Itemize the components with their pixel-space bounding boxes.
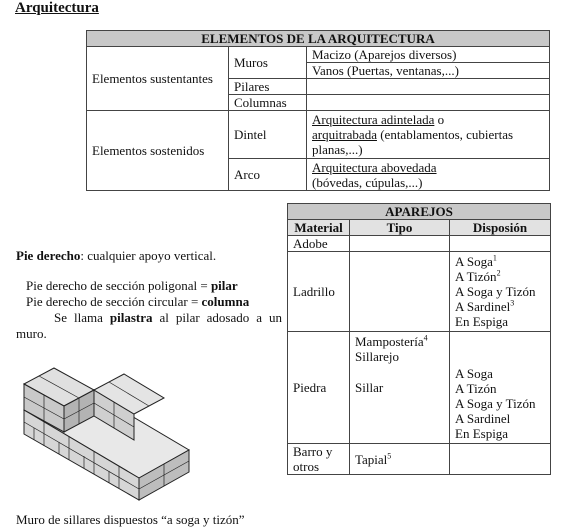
piedra-disp [450, 332, 551, 444]
dintel-desc [307, 111, 550, 159]
col-disposicion: Disposión [450, 220, 551, 236]
page-title: Arquitectura [15, 0, 99, 16]
list-item [455, 314, 545, 329]
poligonal-text: Pie derecho de sección poligonal = [26, 278, 211, 293]
tipo-text: Mampostería [355, 334, 424, 349]
arco-rest-text: (bóvedas, cúpulas,...) [312, 174, 423, 190]
dintel-mid-text: o [434, 112, 445, 127]
pie-derecho-definition [16, 248, 216, 264]
pilastra-prefix: Se llama [54, 310, 110, 325]
aparejos-table [287, 203, 551, 475]
piedra-cell: Piedra [288, 332, 350, 444]
wall-illustration [14, 360, 204, 510]
arco-cell: Arco [229, 159, 307, 191]
disp-text: A Soga [455, 254, 493, 269]
dintel-cell: Dintel [229, 111, 307, 159]
abovedada-link: Arquitectura abovedada [312, 159, 437, 175]
barro-cell: Barro y otros [288, 444, 350, 475]
list-item: A Soga y Tizón [455, 396, 536, 411]
muros-desc-macizo: Macizo (Aparejos diversos) [307, 47, 550, 63]
ladrillo-disp [450, 252, 551, 332]
circular-line [26, 294, 249, 310]
poligonal-line [26, 278, 238, 294]
tipo-text: Tapial [355, 451, 388, 467]
adobe-disp-empty [450, 236, 551, 252]
ladrillo-cell: Ladrillo [288, 252, 350, 332]
barro-tipo [350, 444, 450, 475]
footnote-mark: 1 [492, 253, 497, 263]
list-item [455, 269, 545, 284]
adobe-tipo-empty [350, 236, 450, 252]
columna-term: columna [201, 294, 250, 309]
list-item: En Espiga [455, 426, 509, 441]
elements-table [86, 30, 550, 191]
piedra-tipo-sillar: Sillar [355, 380, 384, 395]
piedra-tipo [350, 332, 450, 444]
aparejos-header: APAREJOS [288, 204, 551, 220]
pilares-empty [307, 79, 550, 95]
circular-text: Pie derecho de sección circular = [26, 294, 202, 309]
elements-table-header: ELEMENTOS DE LA ARQUITECTURA [87, 31, 550, 47]
arco-desc [307, 159, 550, 191]
disp-text: A Tizón [455, 269, 497, 284]
piedra-tipo-sillarejo: Sillarejo [355, 349, 400, 364]
footnote-mark: 4 [423, 333, 428, 343]
pilastra-paragraph [16, 310, 282, 342]
pilares-cell: Pilares [229, 79, 307, 95]
barro-disp-empty [450, 444, 551, 475]
list-item: A Soga [455, 366, 493, 381]
adintelada-link: Arquitectura adintelada [312, 112, 435, 127]
muros-desc-vanos: Vanos (Puertas, ventanas,...) [307, 63, 550, 79]
figure-caption: Muro de sillares dispuestos “a soga y tizón” [16, 512, 245, 527]
disp-text: A Sardinel [455, 299, 511, 314]
col-material: Material [288, 220, 350, 236]
adobe-cell: Adobe [288, 236, 350, 252]
piedra-tipo-mamposteria [355, 334, 444, 349]
disp-text: En Espiga [455, 314, 509, 329]
list-item [455, 284, 545, 299]
pie-derecho-term: Pie derecho [16, 248, 81, 263]
columnas-cell: Columnas [229, 95, 307, 111]
disp-text: A Soga y Tizón [455, 284, 536, 299]
ladrillo-tipo-empty [350, 252, 450, 332]
list-item: A Tizón [455, 381, 497, 396]
arquitrabada-link: arquitrabada [312, 127, 377, 142]
footnote-mark: 3 [510, 298, 515, 308]
dintel-rest-text: (entablamentos, cubiertas planas,...) [312, 127, 514, 157]
list-item: A Sardinel [455, 411, 511, 426]
list-item [455, 299, 545, 314]
footnote-mark: 2 [496, 268, 501, 278]
sustentantes-label: Elementos sustentantes [87, 47, 229, 111]
pilastra-term: pilastra [109, 310, 153, 325]
list-item [455, 254, 545, 269]
col-tipo: Tipo [350, 220, 450, 236]
footnote-mark: 5 [387, 451, 392, 461]
muros-cell: Muros [229, 47, 307, 79]
columnas-empty [307, 95, 550, 111]
pilastra-text: al pilar adosado a un muro. [16, 310, 282, 341]
pie-derecho-text: : cualquier apoyo vertical. [80, 248, 217, 263]
sostenidos-label: Elementos sostenidos [87, 111, 229, 191]
pilar-term: pilar [210, 278, 238, 293]
